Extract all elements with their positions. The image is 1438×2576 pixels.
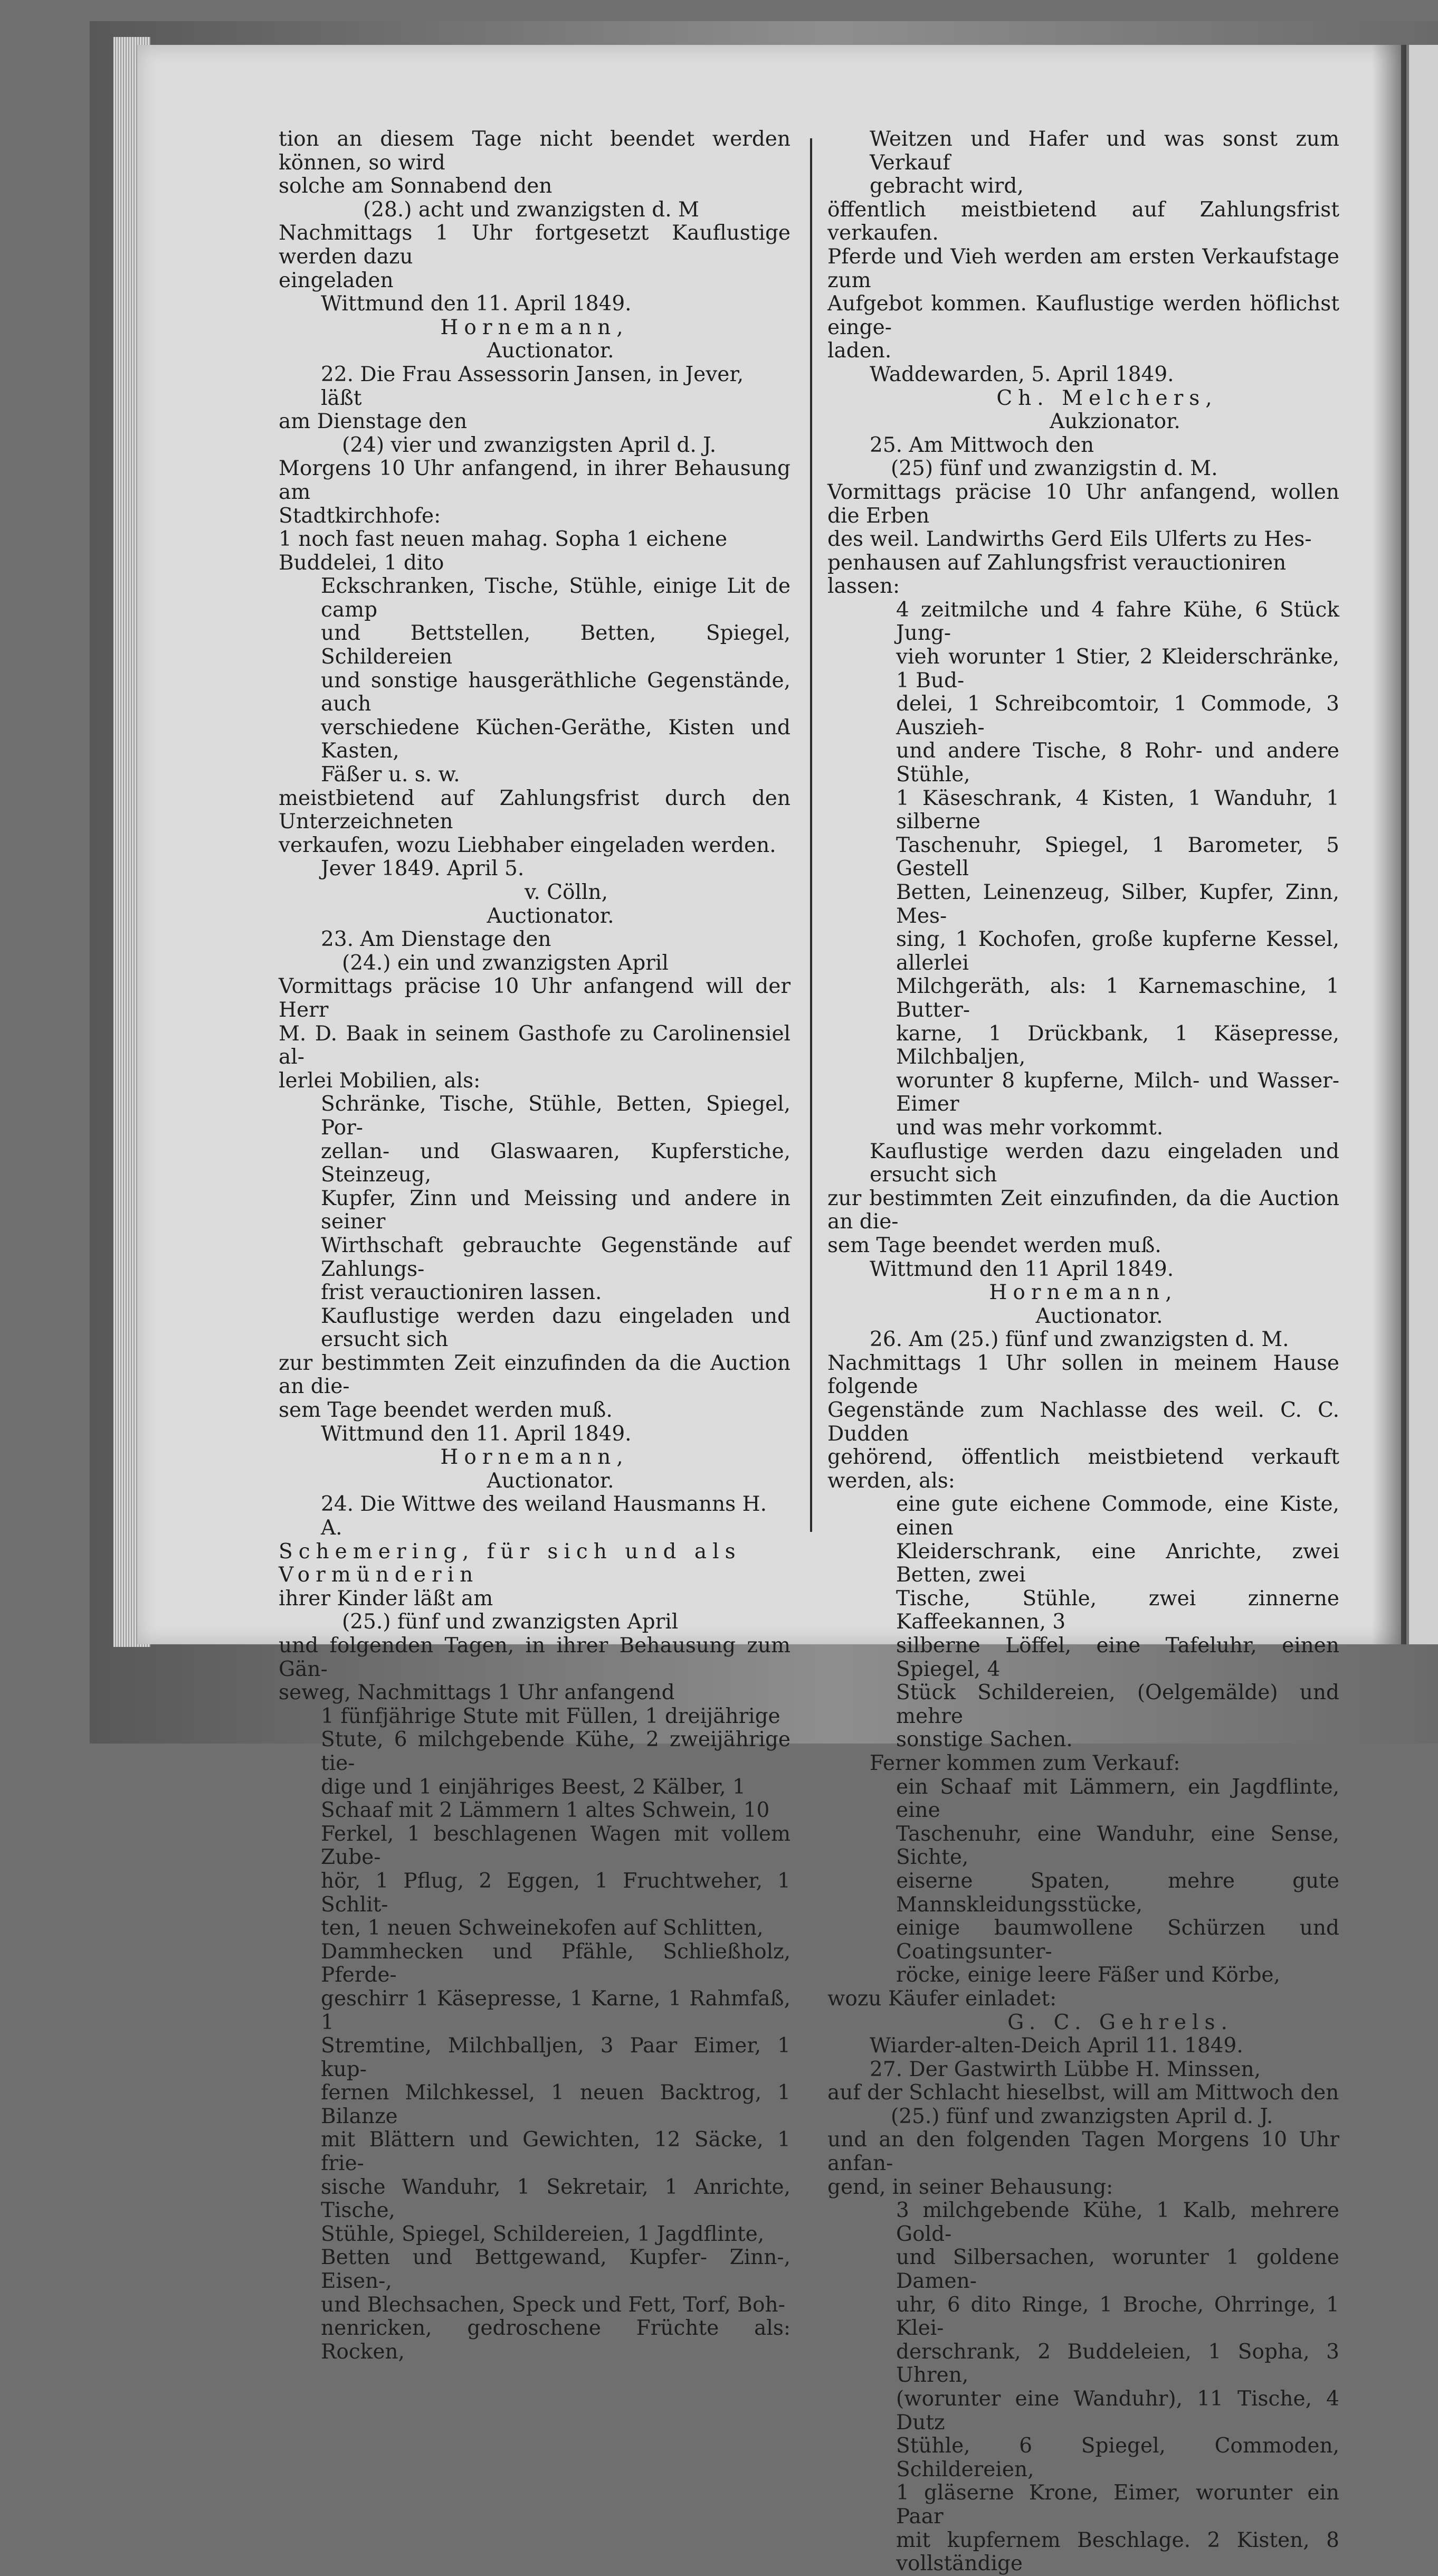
item-line: Taschenuhr, eine Wanduhr, eine Sense, Sichte, bbox=[896, 1822, 1339, 1870]
item-line: derschrank, 2 Buddeleien, 1 Sopha, 3 Uhren, bbox=[896, 2340, 1339, 2388]
text-line: Kauflustige werden dazu eingeladen und ersucht sich bbox=[870, 1139, 1339, 1187]
item-line: hör, 1 Pflug, 2 Eggen, 1 Fruchtweher, 1 Schlit- bbox=[321, 1869, 791, 1917]
item-line: Schränke, Tische, Stühle, Betten, Spiegel, Por- bbox=[321, 1092, 791, 1140]
item-line: geschirr 1 Käsepresse, 1 Karne, 1 Rahmfaß, 1 bbox=[321, 1986, 791, 2034]
item-line: ten, 1 neuen Schweinekofen auf Schlitten, bbox=[321, 1916, 764, 1940]
auctioneer-title: Auctionator. bbox=[487, 1469, 614, 1493]
item-line: Stück Schildereien, (Oelgemälde) und mehre bbox=[896, 1681, 1339, 1728]
item-line: Eckschranken, Tische, Stühle, einige Lit de camp bbox=[321, 574, 791, 622]
text-line: ihrer Kinder läßt am bbox=[279, 1586, 493, 1611]
item-line: Fäßer u. s. w. bbox=[321, 763, 460, 787]
gutter-shadow bbox=[1372, 45, 1409, 1644]
item-line: uhr, 6 dito Ringe, 1 Broche, Ohrringe, 1 Klei- bbox=[896, 2293, 1339, 2341]
item-line: und Silbersachen, worunter 1 goldene Damen- bbox=[896, 2246, 1339, 2294]
auctioneer-name: v. Cölln, bbox=[525, 880, 608, 904]
text-line: verkaufen, wozu Liebhaber eingeladen werden. bbox=[279, 833, 776, 857]
place-date-line: Wittmund den 11. April 1849. bbox=[321, 292, 632, 316]
text-line: Schemering, für sich und als Vormünderin bbox=[279, 1539, 741, 1587]
item-line: sing, 1 Kochofen, große kupferne Kessel, allerlei bbox=[896, 927, 1339, 975]
item-line: röcke, einige leere Fäßer und Körbe, bbox=[896, 1963, 1280, 1987]
notice-heading: 25. Am Mittwoch den bbox=[870, 433, 1094, 457]
item-line: (worunter eine Wanduhr), 11 Tische, 4 Dutz bbox=[896, 2387, 1339, 2435]
item-line: Kleiderschrank, eine Anrichte, zwei Betten, zwei bbox=[896, 1539, 1339, 1587]
text-line: Vormittags präcise 10 Uhr anfangend, wollen die Erben bbox=[827, 480, 1339, 528]
date-line: (25.) fünf und zwanzigsten April bbox=[342, 1610, 679, 1634]
text-line: Ferner kommen zum Verkauf: bbox=[870, 1751, 1180, 1775]
item-line: Dammhecken und Pfähle, Schließholz, Pferde- bbox=[321, 1939, 791, 1987]
item-line: Stute, 6 milchgebende Kühe, 2 zweijährige tie- bbox=[321, 1728, 791, 1775]
item-line: sische Wanduhr, 1 Sekretair, 1 Anrichte, Tische, bbox=[321, 2175, 791, 2223]
text-line: und folgenden Tagen, in ihrer Behausung zum Gän- bbox=[279, 1634, 791, 1681]
item-line: 1 gläserne Krone, Eimer, worunter ein Paar bbox=[896, 2481, 1339, 2528]
item-line: frist verauctioniren lassen. bbox=[321, 1281, 602, 1305]
signatory-name: G. C. Gehrels. bbox=[1007, 2010, 1233, 2034]
item-line: Milchgeräth, als: 1 Karnemaschine, 1 Butter- bbox=[896, 974, 1339, 1022]
item-line: nenricken, gedroschene Früchte als: Rocken, bbox=[321, 2316, 791, 2364]
item-line: karne, 1 Drückbank, 1 Käsepresse, Milchbaljen, bbox=[896, 1021, 1339, 1069]
item-line: Stühle, 6 Spiegel, Commoden, Schildereien, bbox=[896, 2434, 1339, 2482]
item-line: vieh worunter 1 Stier, 2 Kleiderschränke, 1 Bud- bbox=[896, 645, 1339, 693]
column-divider bbox=[810, 138, 812, 1532]
item-line: und Blechsachen, Speck und Fett, Torf, Boh- bbox=[321, 2293, 785, 2317]
item-line: zellan- und Glaswaaren, Kupferstiche, Steinzeug, bbox=[321, 1139, 791, 1187]
item-line: dige und 1 einjähriges Beest, 2 Kälber, 1 bbox=[321, 1775, 746, 1799]
notice-heading: 26. Am (25.) fünf und zwanzigsten d. M. bbox=[870, 1328, 1289, 1352]
text-line: solche am Sonnabend den bbox=[279, 174, 553, 198]
text-line: auf der Schlacht hieselbst, will am Mittwoch den bbox=[827, 2081, 1339, 2105]
date-line: (24) vier und zwanzigsten April d. J. bbox=[342, 433, 717, 457]
auctioneer-name: Ch. Melchers, bbox=[996, 386, 1218, 410]
text-line: zur bestimmten Zeit einzufinden, da die Auction an die- bbox=[827, 1186, 1339, 1234]
item-line: eiserne Spaten, mehre gute Mannskleidungsstücke, bbox=[896, 1869, 1339, 1917]
date-line: (24.) ein und zwanzigsten April bbox=[342, 951, 669, 975]
item-line: Kupfer, Zinn und Meissing und andere in seiner bbox=[321, 1186, 791, 1234]
notice-heading: 27. Der Gastwirth Lübbe H. Minssen, bbox=[870, 2057, 1261, 2081]
item-line: Ferkel, 1 beschlagenen Wagen mit vollem Zube- bbox=[321, 1822, 791, 1870]
text-line: M. D. Baak in seinem Gasthofe zu Carolinensiel al- bbox=[279, 1021, 791, 1069]
text-line: wozu Käufer einladet: bbox=[827, 1986, 1057, 2011]
notice-heading: 24. Die Wittwe des weiland Hausmanns H. A. bbox=[321, 1492, 767, 1540]
right-column bbox=[827, 128, 1339, 2576]
item-line: 4 zeitmilche und 4 fahre Kühe, 6 Stück Jung- bbox=[896, 598, 1339, 646]
text-line: Nachmittags 1 Uhr fortgesetzt Kauflustige werden dazu bbox=[279, 221, 791, 269]
place-date-line: Wittmund den 11 April 1849. bbox=[870, 1257, 1174, 1281]
text-line: Nachmittags 1 Uhr sollen in meinem Hause folgende bbox=[827, 1351, 1339, 1399]
text-line: eingeladen bbox=[279, 268, 394, 292]
text-line: meistbietend auf Zahlungsfrist durch den Unterzeichneten bbox=[279, 786, 791, 834]
item-line: Wirthschaft gebrauchte Gegenstände auf Zahlungs- bbox=[321, 1233, 791, 1281]
item-line: Betten und Bettgewand, Kupfer- Zinn-, Eisen-, bbox=[321, 2246, 791, 2294]
auctioneer-name: Hornemann, bbox=[440, 1445, 629, 1470]
item-line: Stremtine, Milchballjen, 3 Paar Eimer, 1 kup- bbox=[321, 2034, 791, 2081]
text-line: gehörend, öffentlich meistbietend verkauft werden, als: bbox=[827, 1445, 1339, 1493]
text-line: des weil. Landwirths Gerd Eils Ulferts zu Hes- bbox=[827, 527, 1312, 552]
item-line: und was mehr vorkommt. bbox=[896, 1115, 1164, 1140]
text-line: lerlei Mobilien, als: bbox=[279, 1068, 481, 1093]
item-line: mit kupfernem Beschlage. 2 Kisten, 8 vollständige bbox=[896, 2528, 1339, 2576]
item-line: und Bettstellen, Betten, Spiegel, Schildereien bbox=[321, 621, 791, 669]
item-line: Taschenuhr, Spiegel, 1 Barometer, 5 Gestell bbox=[896, 833, 1339, 881]
item-line: 1 noch fast neuen mahag. Sopha 1 eichene Buddelei, 1 dito bbox=[279, 527, 728, 575]
text-line: öffentlich meistbietend auf Zahlungsfrist verkaufen. bbox=[827, 197, 1339, 245]
item-line: fernen Milchkessel, 1 neuen Backtrog, 1 Bilanze bbox=[321, 2081, 791, 2128]
text-line: Pferde und Vieh werden am ersten Verkaufstage zum bbox=[827, 244, 1339, 292]
item-line: Betten, Leinenzeug, Silber, Kupfer, Zinn, Mes- bbox=[896, 880, 1339, 928]
text-line: penhausen auf Zahlungsfrist verauctioniren lassen: bbox=[827, 551, 1287, 599]
date-line: (28.) acht und zwanzigsten d. M bbox=[363, 197, 699, 222]
place-date-line: Wiarder-alten-Deich April 11. 1849. bbox=[870, 2034, 1243, 2058]
facing-page-edge bbox=[1406, 45, 1438, 1644]
item-line: ein Schaaf mit Lämmern, ein Jagdflinte, eine bbox=[896, 1775, 1339, 1823]
auctioneer-name: Hornemann, bbox=[440, 315, 629, 339]
item-line: und sonstige hausgeräthliche Gegenstände, auch bbox=[321, 668, 791, 716]
text-line: Aufgebot kommen. Kauflustige werden höflichst einge- bbox=[827, 292, 1339, 339]
notice-heading: 22. Die Frau Assessorin Jansen, in Jever, läßt bbox=[321, 362, 744, 410]
notice-heading: 23. Am Dienstage den bbox=[321, 927, 551, 952]
text-line: laden. bbox=[827, 339, 892, 363]
auctioneer-title: Auctionator. bbox=[1035, 1304, 1163, 1328]
item-line: sonstige Sachen. bbox=[896, 1728, 1073, 1752]
item-line: worunter 8 kupferne, Milch- und Wasser-Eimer bbox=[896, 1068, 1339, 1116]
item-line: Stühle, Spiegel, Schildereien, 1 Jagdflinte, bbox=[321, 2222, 765, 2246]
item-line: Tische, Stühle, zwei zinnerne Kaffeekannen, 3 bbox=[896, 1586, 1339, 1634]
text-line: sem Tage beendet werden muß. bbox=[279, 1398, 613, 1423]
date-line: (25.) fünf und zwanzigsten April d. J. bbox=[891, 2104, 1273, 2128]
text-line: Gegenstände zum Nachlasse des weil. C. C. Dudden bbox=[827, 1398, 1339, 1446]
auctioneer-title: Auctionator. bbox=[487, 339, 614, 363]
item-line: mit Blättern und Gewichten, 12 Säcke, 1 frie- bbox=[321, 2128, 791, 2176]
left-column bbox=[279, 128, 791, 2364]
place-date-line: Jever 1849. April 5. bbox=[321, 857, 525, 881]
text-line: zur bestimmten Zeit einzufinden da die Auction an die- bbox=[279, 1351, 791, 1399]
text-line: und an den folgenden Tagen Morgens 10 Uhr anfan- bbox=[827, 2128, 1339, 2176]
item-line: 1 Käseschrank, 4 Kisten, 1 Wanduhr, 1 silberne bbox=[896, 786, 1339, 834]
item-line: delei, 1 Schreibcomtoir, 1 Commode, 3 Auszieh- bbox=[896, 692, 1339, 740]
text-line: Vormittags präcise 10 Uhr anfangend will der Herr bbox=[279, 974, 791, 1022]
text-line: tion an diesem Tage nicht beendet werden können, so wird bbox=[279, 127, 791, 175]
auctioneer-title: Auctionator. bbox=[487, 904, 614, 928]
auctioneer-name: Hornemann, bbox=[989, 1281, 1178, 1305]
item-line: 3 milchgebende Kühe, 1 Kalb, mehrere Gold- bbox=[896, 2199, 1339, 2246]
item-line: verschiedene Küchen-Geräthe, Kisten und Kasten, bbox=[321, 715, 791, 763]
item-line: eine gute eichene Commode, eine Kiste, einen bbox=[896, 1492, 1339, 1540]
text-line: sem Tage beendet werden muß. bbox=[827, 1233, 1161, 1257]
item-line: und andere Tische, 8 Rohr- und andere Stühle, bbox=[896, 739, 1339, 787]
item-line: einige baumwollene Schürzen und Coatingsunter- bbox=[896, 1916, 1339, 1964]
text-line: Morgens 10 Uhr anfangend, in ihrer Behausung am bbox=[279, 457, 791, 504]
item-line: Weitzen und Hafer und was sonst zum Verkauf bbox=[870, 127, 1339, 175]
text-line: gend, in seiner Behausung: bbox=[827, 2175, 1113, 2199]
item-line: 1 fünfjährige Stute mit Füllen, 1 dreijährige bbox=[321, 1704, 780, 1728]
date-line: (25) fünf und zwanzigstin d. M. bbox=[891, 457, 1218, 481]
text-line: Stadtkirchhofe: bbox=[279, 504, 441, 528]
text-line: Kauflustige werden dazu eingeladen und ersucht sich bbox=[321, 1304, 791, 1352]
item-line: silberne Löffel, eine Tafeluhr, einen Spiegel, 4 bbox=[896, 1634, 1339, 1681]
text-line: seweg, Nachmittags 1 Uhr anfangend bbox=[279, 1681, 675, 1705]
item-line: gebracht wird, bbox=[870, 174, 1024, 198]
place-date-line: Waddewarden, 5. April 1849. bbox=[870, 362, 1174, 386]
item-line: Schaaf mit 2 Lämmern 1 altes Schwein, 10 bbox=[321, 1798, 770, 1823]
text-line: am Dienstage den bbox=[279, 410, 468, 434]
place-date-line: Wittmund den 11. April 1849. bbox=[321, 1422, 632, 1446]
auctioneer-title: Aukzionator. bbox=[1050, 410, 1180, 434]
